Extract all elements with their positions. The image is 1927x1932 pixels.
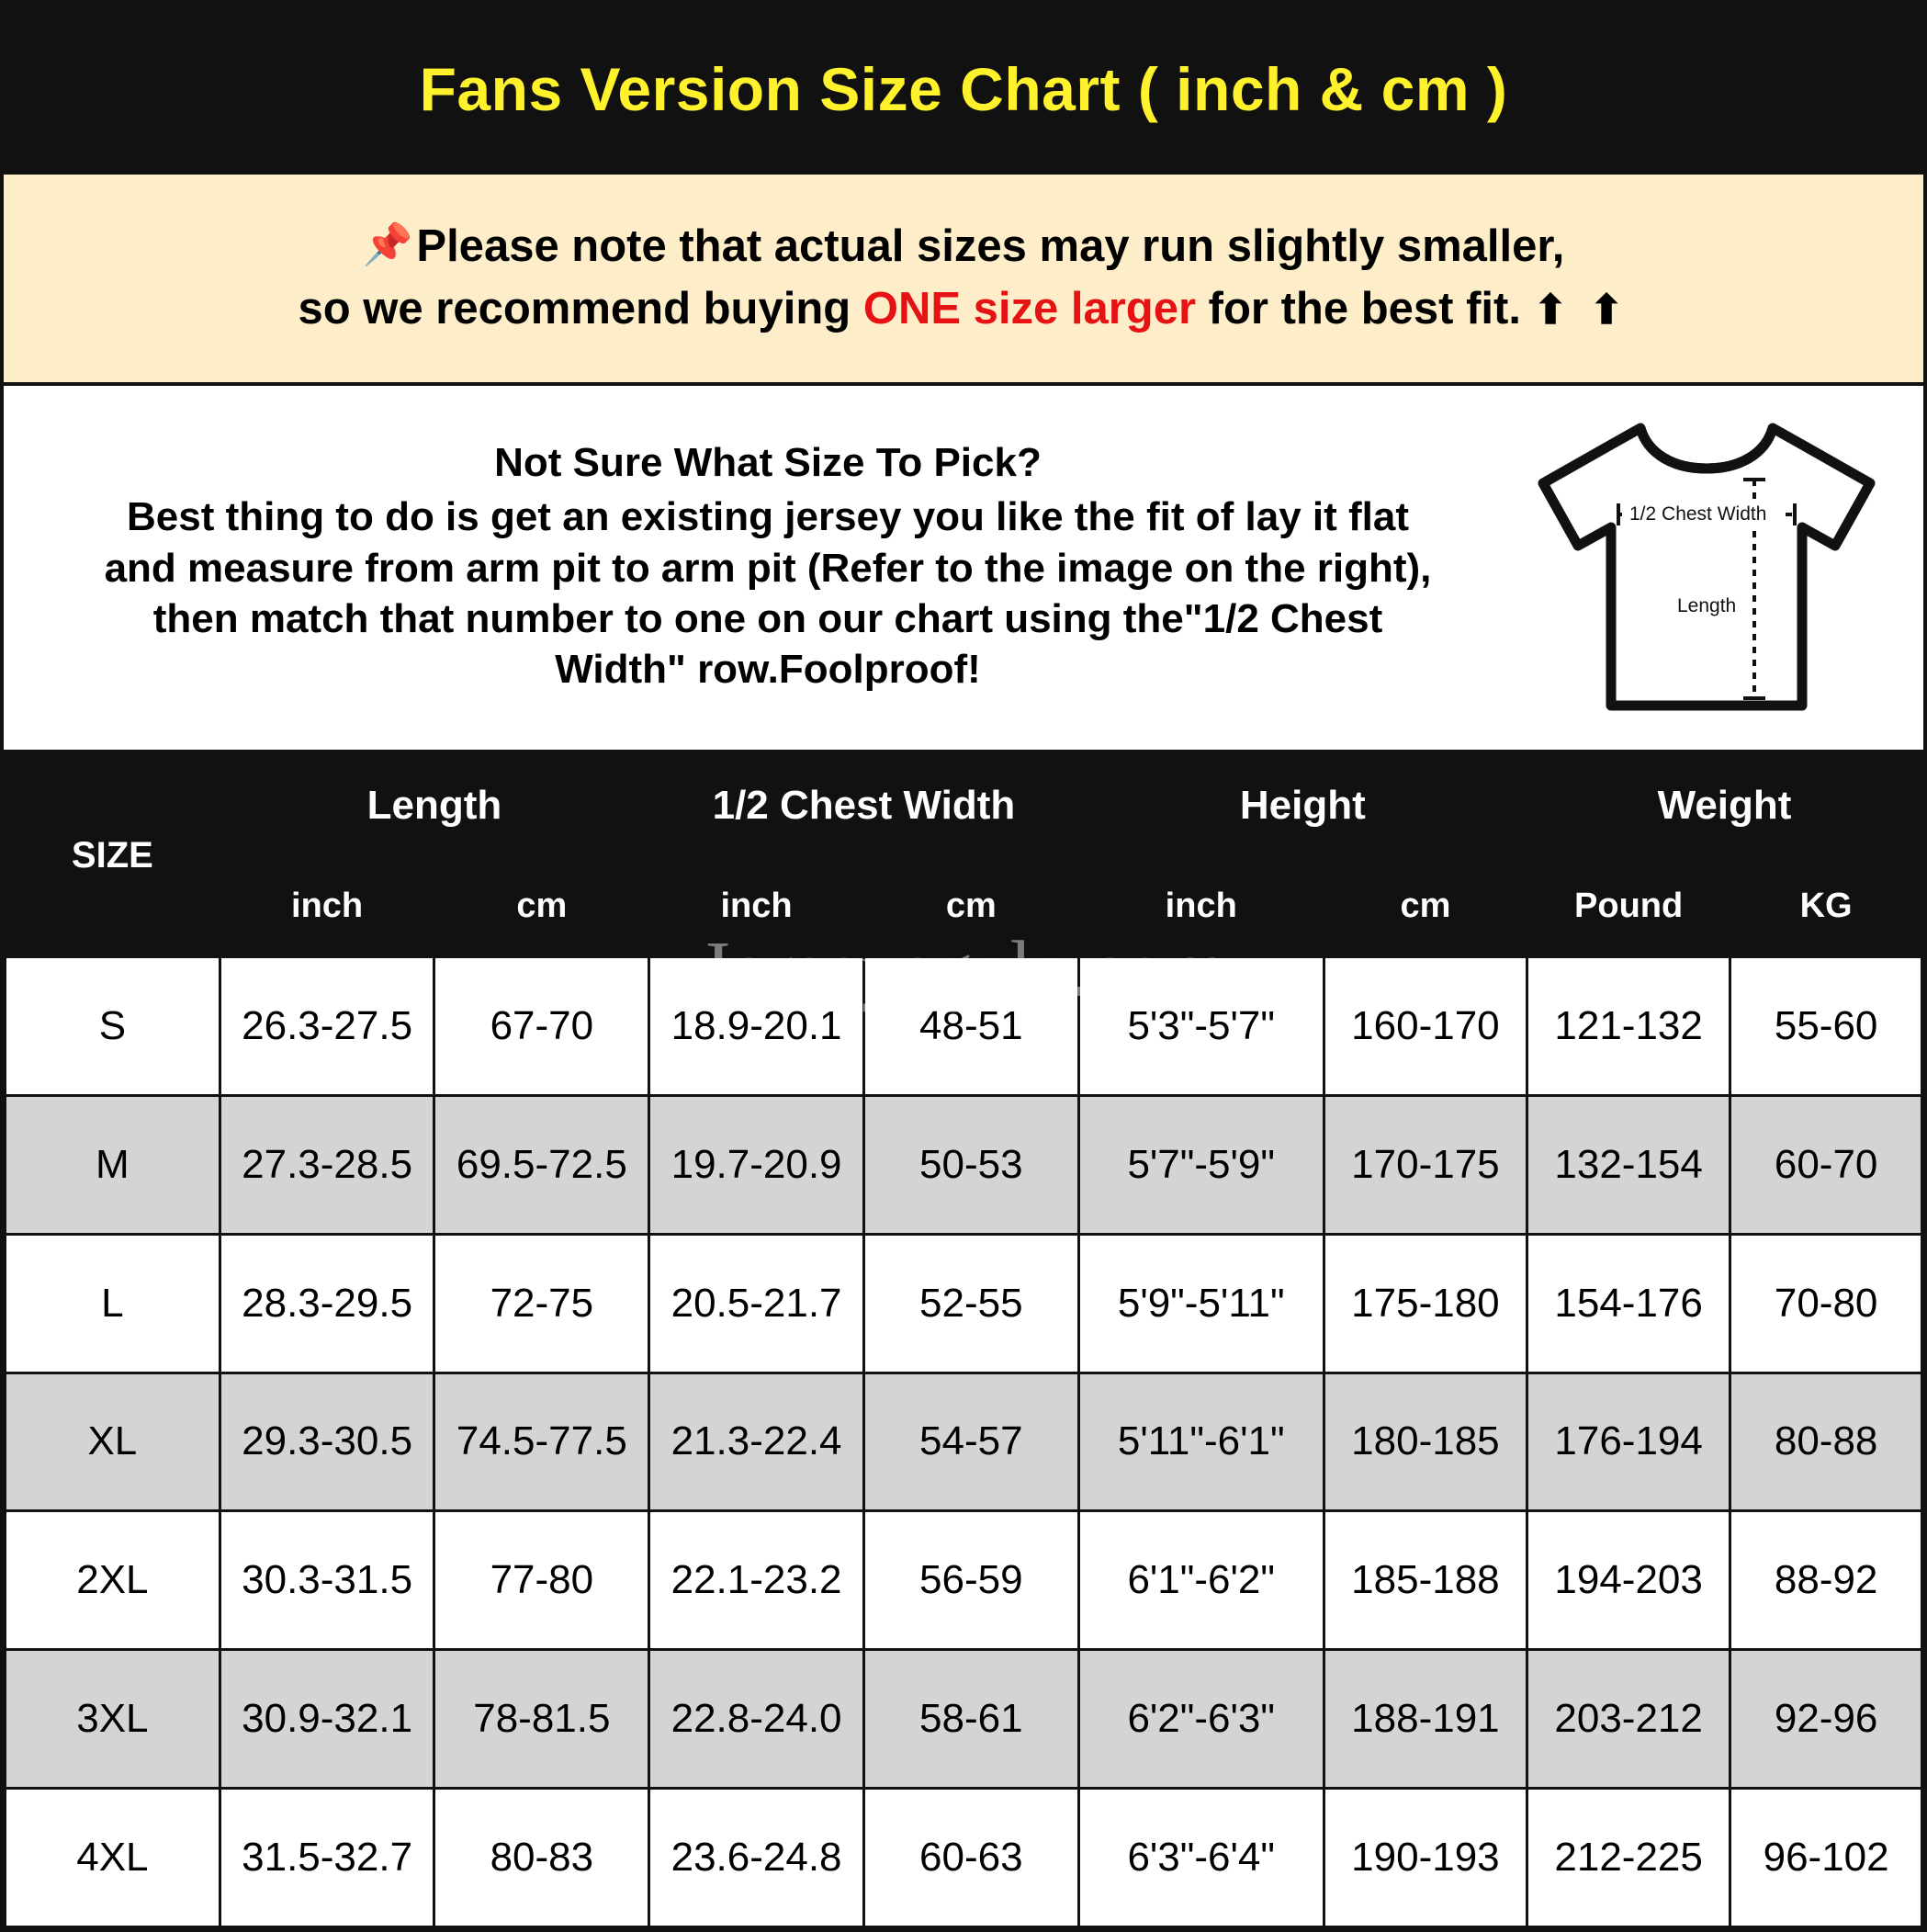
sizing-note: [4, 175, 1923, 386]
cell-chest-cm: 50-53: [863, 1095, 1078, 1234]
note-line-1: [363, 216, 1565, 278]
cell-chest-cm: 56-59: [863, 1511, 1078, 1650]
cell-weight-pound: 154-176: [1527, 1234, 1730, 1373]
page-title: Fans Version Size Chart ( inch & cm ): [419, 55, 1508, 123]
table-row: [6, 1650, 1922, 1789]
note-line-2-suffix: for the best fit.: [1196, 284, 1521, 333]
cell-height-cm: 170-175: [1324, 1095, 1527, 1234]
cell-weight-kg: 70-80: [1730, 1234, 1922, 1373]
header-size: SIZE: [6, 755, 220, 957]
cell-chest-inch: 19.7-20.9: [649, 1095, 864, 1234]
cell-weight-pound: 194-203: [1527, 1511, 1730, 1650]
cell-weight-kg: 55-60: [1730, 957, 1922, 1096]
help-body-line-3: then match that number to one on our chart using the"1/2 Chest: [152, 596, 1383, 641]
watermark: Jerseysgala.com: [698, 924, 1229, 1012]
table-row: [6, 1511, 1922, 1650]
cell-length-cm: 77-80: [434, 1511, 649, 1650]
cell-size: 2XL: [6, 1511, 220, 1650]
cell-chest-inch: 22.8-24.0: [649, 1650, 864, 1789]
diagram-length-label: Length: [1677, 595, 1737, 616]
cell-length-inch: 28.3-29.5: [220, 1234, 434, 1373]
cell-chest-inch: 23.6-24.8: [649, 1789, 864, 1927]
cell-height-cm: 188-191: [1324, 1650, 1527, 1789]
tshirt-icon: [1523, 412, 1890, 724]
cell-height-cm: 175-180: [1324, 1234, 1527, 1373]
cell-weight-kg: 88-92: [1730, 1511, 1922, 1650]
cell-weight-kg: 92-96: [1730, 1650, 1922, 1789]
measure-help-text: [13, 440, 1514, 695]
size-table-container: [4, 753, 1923, 1928]
cell-chest-cm: 52-55: [863, 1234, 1078, 1373]
cell-size: L: [6, 1234, 220, 1373]
note-line-2-prefix: so we recommend buying: [298, 284, 863, 333]
table-unit-header-row: [6, 856, 1922, 957]
cell-length-cm: 80-83: [434, 1789, 649, 1927]
table-row: [6, 957, 1922, 1096]
cell-length-cm: 78-81.5: [434, 1650, 649, 1789]
cell-chest-cm: 54-57: [863, 1373, 1078, 1511]
help-body-line-1: Best thing to do is get an existing jersey you like the fit of lay it flat: [126, 494, 1409, 540]
cell-height-inch: 5'9"-5'11": [1078, 1234, 1324, 1373]
cell-length-inch: 31.5-32.7: [220, 1789, 434, 1927]
help-body-line-2: and measure from arm pit to arm pit (Refer to the image on the right),: [104, 545, 1432, 591]
cell-weight-kg: 80-88: [1730, 1373, 1922, 1511]
header-group-chest: 1/2 Chest Width: [649, 755, 1078, 856]
cell-height-cm: 160-170: [1324, 957, 1527, 1096]
table-row: [6, 1373, 1922, 1511]
table-row: [6, 1234, 1922, 1373]
note-emphasis: ONE size larger: [862, 284, 1197, 333]
cell-weight-kg: 96-102: [1730, 1789, 1922, 1927]
cell-height-inch: 6'2"-6'3": [1078, 1650, 1324, 1789]
cell-weight-pound: 176-194: [1527, 1373, 1730, 1511]
table-row: [6, 1789, 1922, 1927]
help-body-line-4: Width" row.Foolproof!: [555, 647, 981, 693]
header-group-weight: Weight: [1527, 755, 1922, 856]
size-table: [4, 753, 1923, 1928]
cell-height-inch: 6'1"-6'2": [1078, 1511, 1324, 1650]
header-weight-pound: Pound: [1527, 856, 1730, 957]
cell-height-cm: 185-188: [1324, 1511, 1527, 1650]
cell-size: 4XL: [6, 1789, 220, 1927]
cell-height-inch: 6'3"-6'4": [1078, 1789, 1324, 1927]
measure-help: [4, 386, 1923, 753]
header-height-cm: cm: [1324, 856, 1527, 957]
tshirt-diagram: [1514, 412, 1899, 724]
cell-height-inch: 5'11"-6'1": [1078, 1373, 1324, 1511]
header-chest-inch: inch: [649, 856, 864, 957]
cell-chest-cm: 60-63: [863, 1789, 1078, 1927]
cell-length-inch: 26.3-27.5: [220, 957, 434, 1096]
cell-chest-inch: 20.5-21.7: [649, 1234, 864, 1373]
cell-size: M: [6, 1095, 220, 1234]
cell-weight-pound: 212-225: [1527, 1789, 1730, 1927]
chart-banner: [4, 4, 1923, 175]
pushpin-icon: 📌: [362, 222, 413, 268]
cell-length-cm: 72-75: [434, 1234, 649, 1373]
cell-size: S: [6, 957, 220, 1096]
table-group-header-row: [6, 755, 1922, 856]
cell-length-cm: 69.5-72.5: [434, 1095, 649, 1234]
cell-height-cm: 180-185: [1324, 1373, 1527, 1511]
cell-height-inch: 5'3"-5'7": [1078, 957, 1324, 1096]
help-heading: Not Sure What Size To Pick?: [494, 440, 1042, 486]
cell-size: 3XL: [6, 1650, 220, 1789]
cell-height-inch: 5'7"-5'9": [1078, 1095, 1324, 1234]
cell-chest-inch: 21.3-22.4: [649, 1373, 864, 1511]
cell-size: XL: [6, 1373, 220, 1511]
note-line-1-text: Please note that actual sizes may run slightly smaller,: [416, 221, 1565, 272]
cell-weight-pound: 121-132: [1527, 957, 1730, 1096]
up-arrows-icon: ⬆ ⬆: [1533, 288, 1629, 333]
table-row: [6, 1095, 1922, 1234]
cell-weight-pound: 203-212: [1527, 1650, 1730, 1789]
cell-length-inch: 30.9-32.1: [220, 1650, 434, 1789]
cell-weight-kg: 60-70: [1730, 1095, 1922, 1234]
cell-chest-inch: 22.1-23.2: [649, 1511, 864, 1650]
diagram-chest-label: 1/2 Chest Width: [1629, 503, 1767, 525]
header-weight-kg: KG: [1730, 856, 1922, 957]
cell-length-cm: 67-70: [434, 957, 649, 1096]
cell-chest-inch: 18.9-20.1: [649, 957, 864, 1096]
header-group-length: Length: [220, 755, 648, 856]
cell-chest-cm: 48-51: [863, 957, 1078, 1096]
cell-weight-pound: 132-154: [1527, 1095, 1730, 1234]
cell-length-inch: 30.3-31.5: [220, 1511, 434, 1650]
cell-height-cm: 190-193: [1324, 1789, 1527, 1927]
cell-length-inch: 29.3-30.5: [220, 1373, 434, 1511]
note-line-2: [298, 278, 1628, 341]
header-chest-cm: cm: [863, 856, 1078, 957]
header-length-inch: inch: [220, 856, 434, 957]
cell-length-cm: 74.5-77.5: [434, 1373, 649, 1511]
header-length-cm: cm: [434, 856, 649, 957]
header-height-inch: inch: [1078, 856, 1324, 957]
header-group-height: Height: [1078, 755, 1527, 856]
cell-length-inch: 27.3-28.5: [220, 1095, 434, 1234]
cell-chest-cm: 58-61: [863, 1650, 1078, 1789]
